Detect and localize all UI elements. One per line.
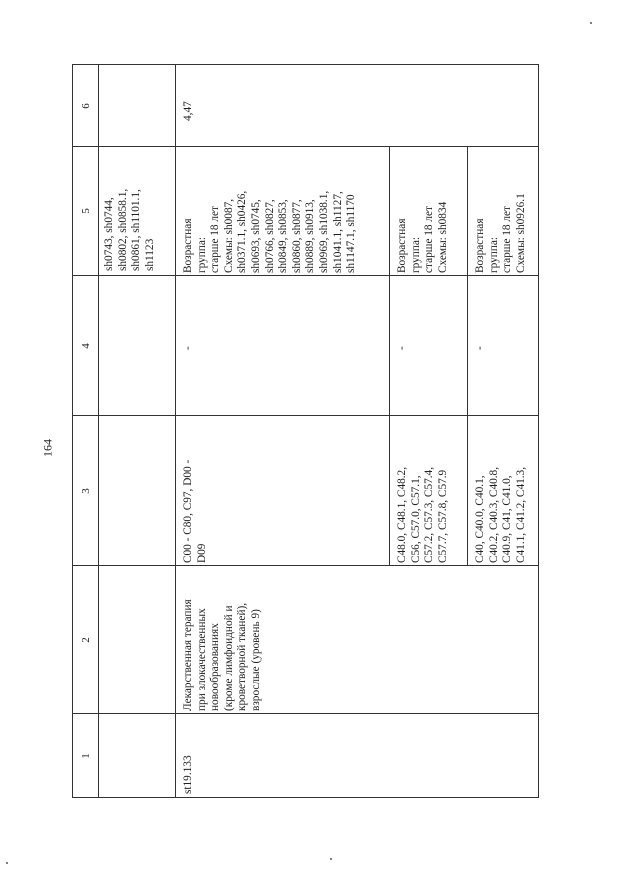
continuation-col5: sh0743, sh0744, sh0802, sh0858.1, sh0861, sh1101.1, sh1123	[103, 188, 156, 271]
table-border-right	[538, 64, 539, 798]
scan-speck	[6, 862, 8, 864]
header-col-3: 3	[79, 487, 92, 494]
subrow-3-col3: C40, C40.0, C40.1, C40.2, C40.3, C40.8, C40.9, C41, C41.0, C41.1, C41.2, C41.3,	[474, 466, 527, 563]
header-col-6: 6	[79, 102, 92, 109]
header-col-5: 5	[79, 208, 92, 214]
header-col-2: 2	[79, 636, 92, 643]
row-name: Лекарственная терапия при злокачественных новообразованиях (кроме лимфоидной и кроветворной тканей), взрослые (уровень 9)	[182, 599, 262, 711]
subrow-1-col5: Возрастная группа: старше 18 лет Схемы: sh0087, sh0371.1, sh0426, sh0693, sh0745, sh0766, sh0827, sh0849, sh0853, sh0860, sh0877, sh0889, sh0913, sh0969, sh1038.1, sh1041.1, sh1127, sh1147.1, sh1170	[182, 190, 358, 273]
page-number: 164	[40, 439, 55, 457]
subrow-1-col3: C00 - C80, C97, D00 - D09	[182, 459, 208, 563]
row-coefficient: 4,47	[182, 101, 194, 121]
table-border-bottom	[72, 797, 538, 798]
subrow-1-col4: -	[182, 346, 194, 350]
subrow-2-col4: -	[396, 346, 408, 350]
header-col-4: 4	[79, 342, 92, 349]
scan-speck	[590, 22, 592, 24]
subrow-2-col5: Возрастная группа: старше 18 лет Схемы: sh0834	[396, 201, 449, 273]
subrow-3-col4: -	[474, 346, 486, 350]
row-code: st19.133	[182, 755, 194, 794]
subrow-2-col3: C48.0, C48.1, C48.2, C56, C57.0, C57.1, C57.2, C57.3, C57.4, C57.7, C57.8, C57.9	[396, 466, 449, 563]
subrow-3-col5: Возрастная группа: старше 18 лет Схемы: sh0926.1	[474, 193, 527, 273]
header-col-1: 1	[79, 752, 92, 759]
scan-speck	[330, 858, 332, 860]
